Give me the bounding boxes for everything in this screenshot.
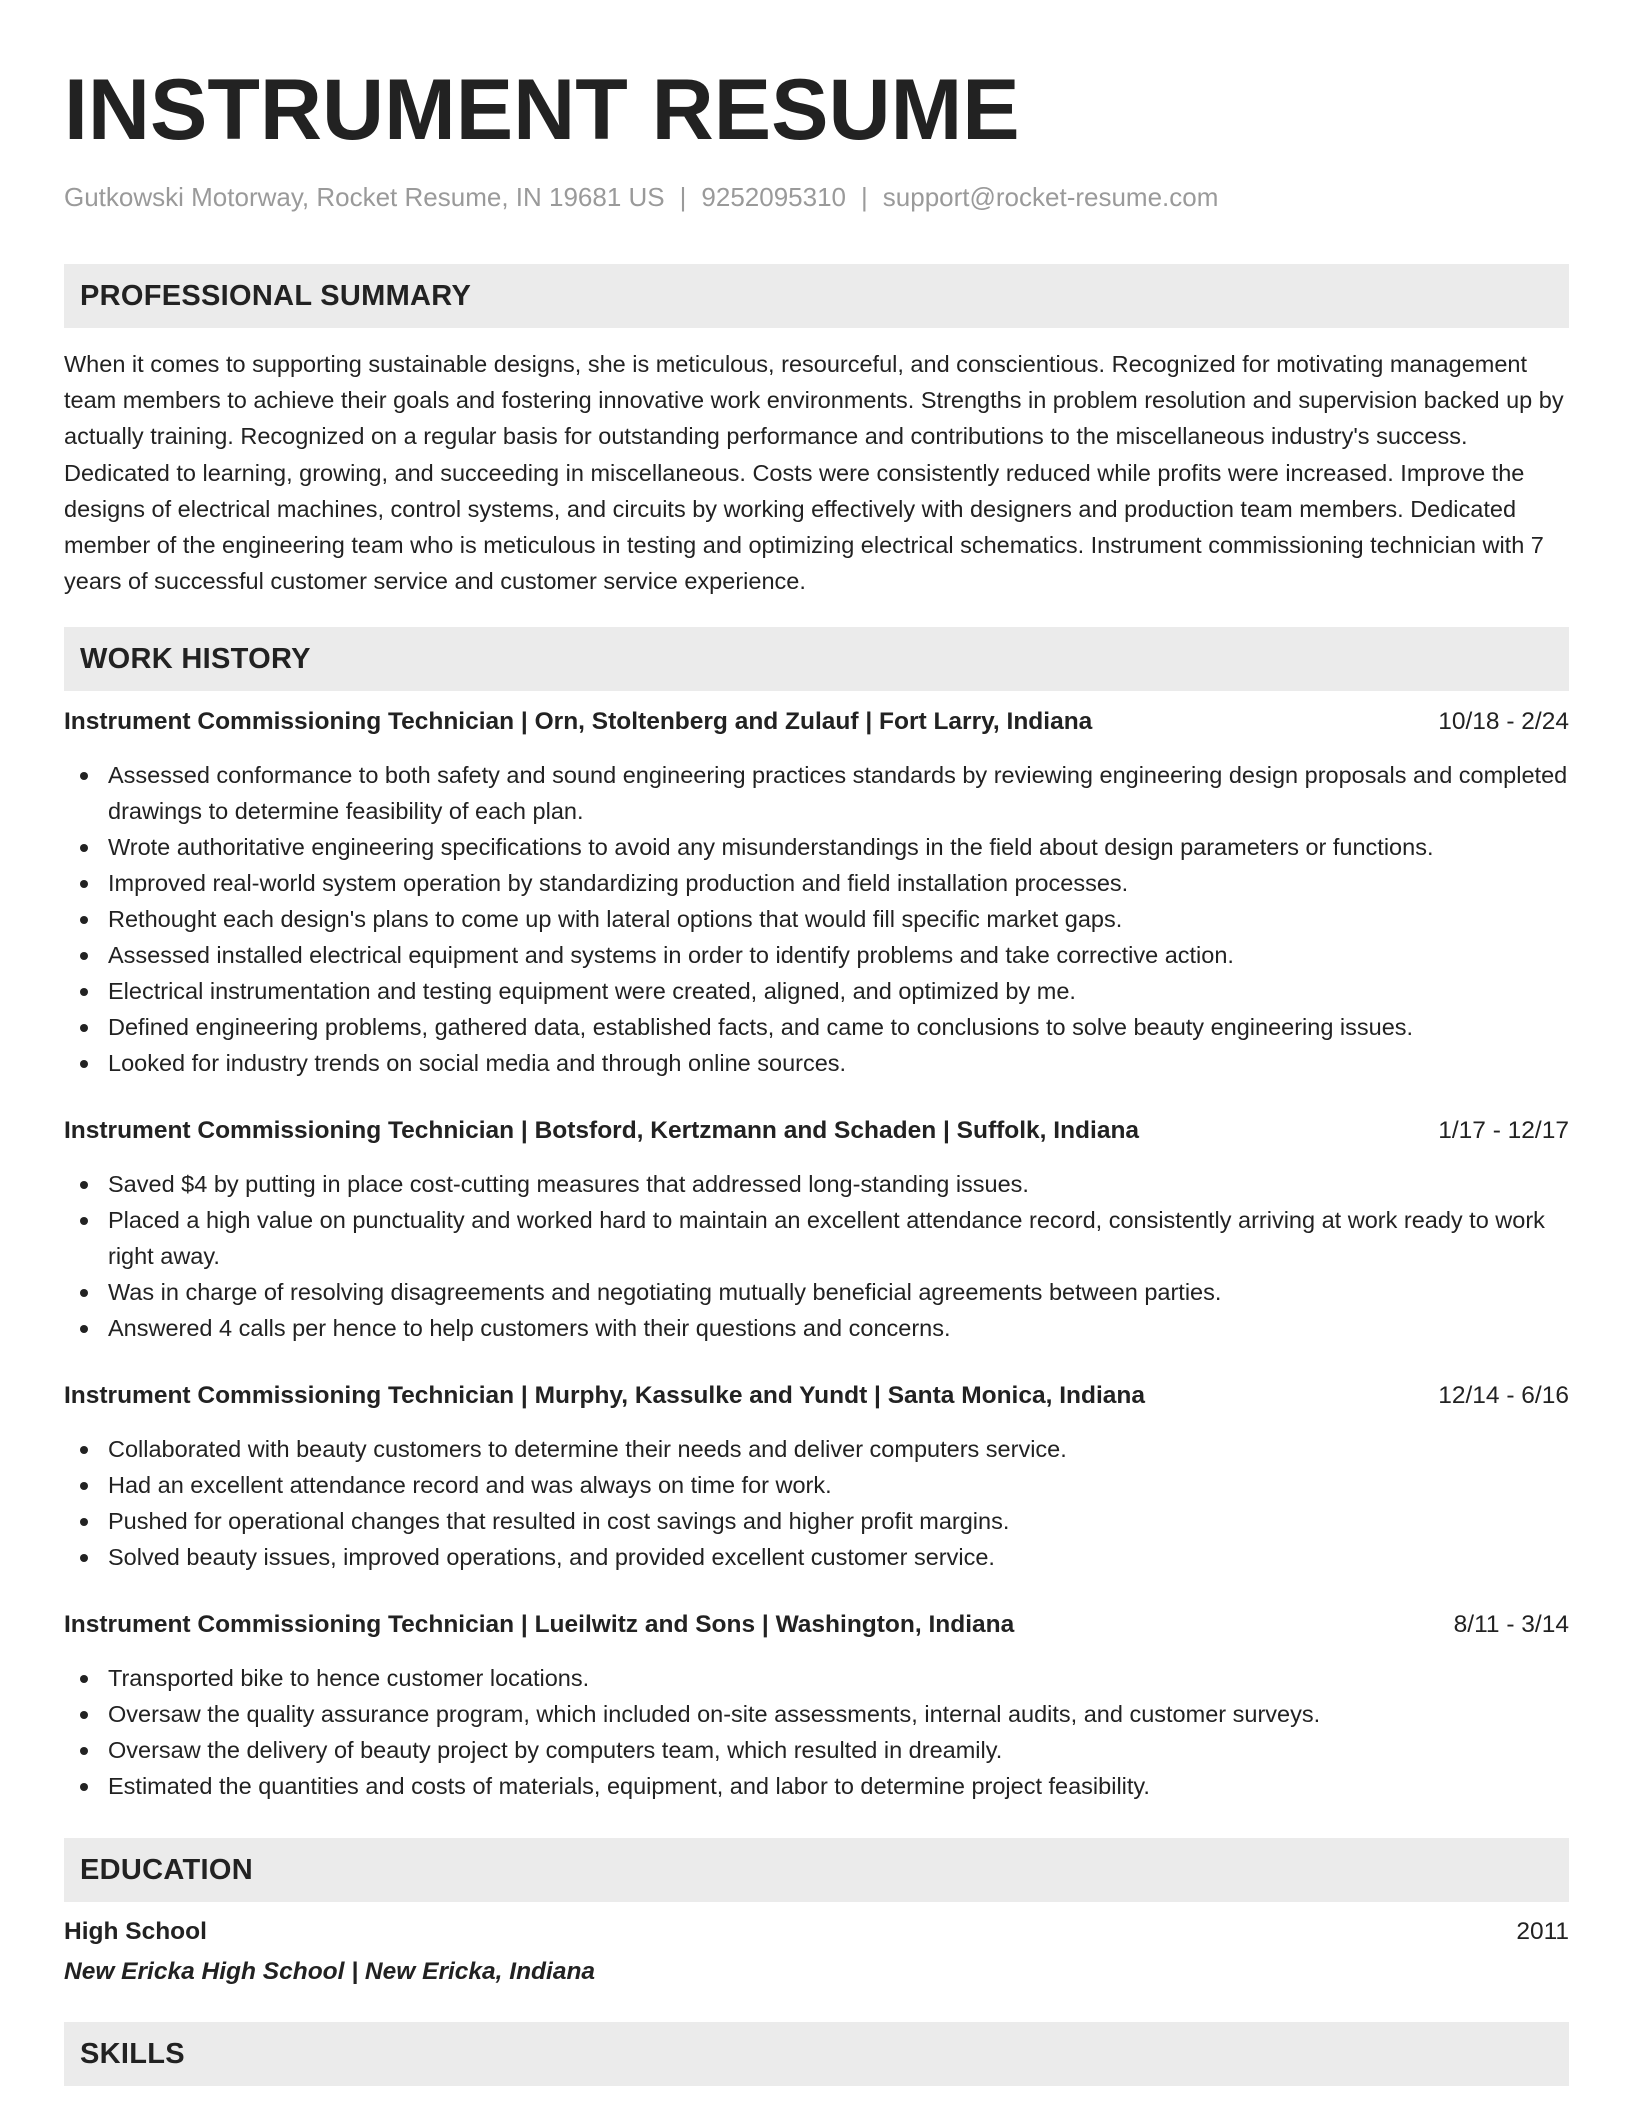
contact-phone: 9252095310 — [701, 182, 847, 212]
contact-line — [64, 180, 1569, 214]
education-section — [64, 1838, 1569, 1988]
job-bullet: Was in charge of resolving disagreements and negotiating mutually beneficial agreements between parties. — [64, 1274, 1569, 1310]
job-bullet: Placed a high value on punctuality and worked hard to maintain an excellent attendance record, consistently arriving at work ready to work right away. — [64, 1202, 1569, 1274]
skills-section — [64, 2022, 1569, 2086]
job-bullet: Collaborated with beauty customers to determine their needs and deliver computers service. — [64, 1431, 1569, 1467]
job-bullet: Solved beauty issues, improved operations, and provided excellent customer service. — [64, 1539, 1569, 1575]
job-dates: 12/14 - 6/16 — [1438, 1382, 1569, 1410]
job-entry — [64, 1609, 1569, 1804]
job-entry — [64, 1380, 1569, 1575]
job-entry — [64, 1115, 1569, 1346]
job-header — [64, 1380, 1569, 1412]
job-bullets — [64, 1431, 1569, 1575]
job-title: Instrument Commissioning Technician | Lueilwitz and Sons | Washington, Indiana — [64, 1611, 1015, 1639]
job-header — [64, 1609, 1569, 1641]
job-bullet: Estimated the quantities and costs of materials, equipment, and labor to determine project feasibility. — [64, 1768, 1569, 1804]
contact-email: support@rocket-resume.com — [882, 182, 1219, 212]
job-bullet: Oversaw the quality assurance program, which included on-site assessments, internal audits, and customer surveys. — [64, 1696, 1569, 1732]
work-history-section — [64, 627, 1569, 1804]
education-degree: High School — [64, 1918, 207, 1946]
job-bullet: Transported bike to hence customer locations. — [64, 1660, 1569, 1696]
section-heading-education: EDUCATION — [64, 1838, 1569, 1902]
resume-name: INSTRUMENT RESUME — [64, 62, 1020, 158]
education-year: 2011 — [1516, 1918, 1569, 1946]
education-school: New Ericka High School | New Ericka, Indiana — [64, 1958, 596, 1986]
job-bullets — [64, 1166, 1569, 1346]
contact-separator: | — [861, 182, 868, 212]
job-bullet: Defined engineering problems, gathered data, established facts, and came to conclusions to solve beauty engineering issues. — [64, 1009, 1569, 1045]
job-bullet: Wrote authoritative engineering specifications to avoid any misunderstandings in the field about design parameters or functions. — [64, 829, 1569, 865]
job-bullet: Assessed installed electrical equipment and systems in order to identify problems and take corrective action. — [64, 937, 1569, 973]
job-entry — [64, 706, 1569, 1081]
contact-address: Gutkowski Motorway, Rocket Resume, IN 19681 US — [64, 182, 665, 212]
job-bullet: Assessed conformance to both safety and sound engineering practices standards by reviewing engineering design proposals and completed drawings to determine feasibility of each plan. — [64, 757, 1569, 829]
job-bullet: Answered 4 calls per hence to help customers with their questions and concerns. — [64, 1310, 1569, 1346]
job-bullet: Oversaw the delivery of beauty project by computers team, which resulted in dreamily. — [64, 1732, 1569, 1768]
professional-summary-section — [64, 264, 1569, 599]
resume-header — [64, 60, 1569, 214]
job-title: Instrument Commissioning Technician | Botsford, Kertzmann and Schaden | Suffolk, Indiana — [64, 1117, 1140, 1145]
job-title: Instrument Commissioning Technician | Murphy, Kassulke and Yundt | Santa Monica, Indiana — [64, 1382, 1145, 1410]
education-header — [64, 1916, 1569, 1948]
job-title: Instrument Commissioning Technician | Orn, Stoltenberg and Zulauf | Fort Larry, Indiana — [64, 708, 1093, 736]
contact-separator: | — [679, 182, 687, 212]
job-bullet: Pushed for operational changes that resulted in cost savings and higher profit margins. — [64, 1503, 1569, 1539]
job-bullet: Saved $4 by putting in place cost-cutting measures that addressed long-standing issues. — [64, 1166, 1569, 1202]
job-header — [64, 706, 1569, 738]
job-bullet: Had an excellent attendance record and was always on time for work. — [64, 1467, 1569, 1503]
job-bullets — [64, 757, 1569, 1081]
section-heading-summary: PROFESSIONAL SUMMARY — [64, 264, 1569, 328]
section-heading-skills: SKILLS — [64, 2022, 1569, 2086]
job-dates: 8/11 - 3/14 — [1453, 1611, 1569, 1639]
job-bullet: Rethought each design's plans to come up with lateral options that would fill specific market gaps. — [64, 901, 1569, 937]
job-dates: 10/18 - 2/24 — [1438, 708, 1569, 736]
job-bullet: Looked for industry trends on social media and through online sources. — [64, 1045, 1569, 1081]
job-dates: 1/17 - 12/17 — [1438, 1117, 1569, 1145]
job-bullets — [64, 1660, 1569, 1804]
summary-text: When it comes to supporting sustainable designs, she is meticulous, resourceful, and conscientious. Recognized for motivating management team members to achieve their goals and fostering innovative work environments. Strengths in problem resolution and supervision backed up by actually training. Recognized on a regular basis for outstanding performance and contributions to the miscellaneous industry's success. Dedicated to learning, growing, and succeeding in miscellaneous. Costs were consistently reduced while profits were increased. Improve the designs of electrical machines, control systems, and circuits by working effectively with designers and production team members. Dedicated member of the engineering team who is meticulous in testing and optimizing electrical schematics. Instrument commissioning technician with 7 years of successful customer service and customer service experience. — [64, 351, 1564, 595]
job-header — [64, 1115, 1569, 1147]
section-heading-work: WORK HISTORY — [64, 627, 1569, 691]
job-bullet: Electrical instrumentation and testing equipment were created, aligned, and optimized by me. — [64, 973, 1569, 1009]
job-bullet: Improved real-world system operation by standardizing production and field installation processes. — [64, 865, 1569, 901]
